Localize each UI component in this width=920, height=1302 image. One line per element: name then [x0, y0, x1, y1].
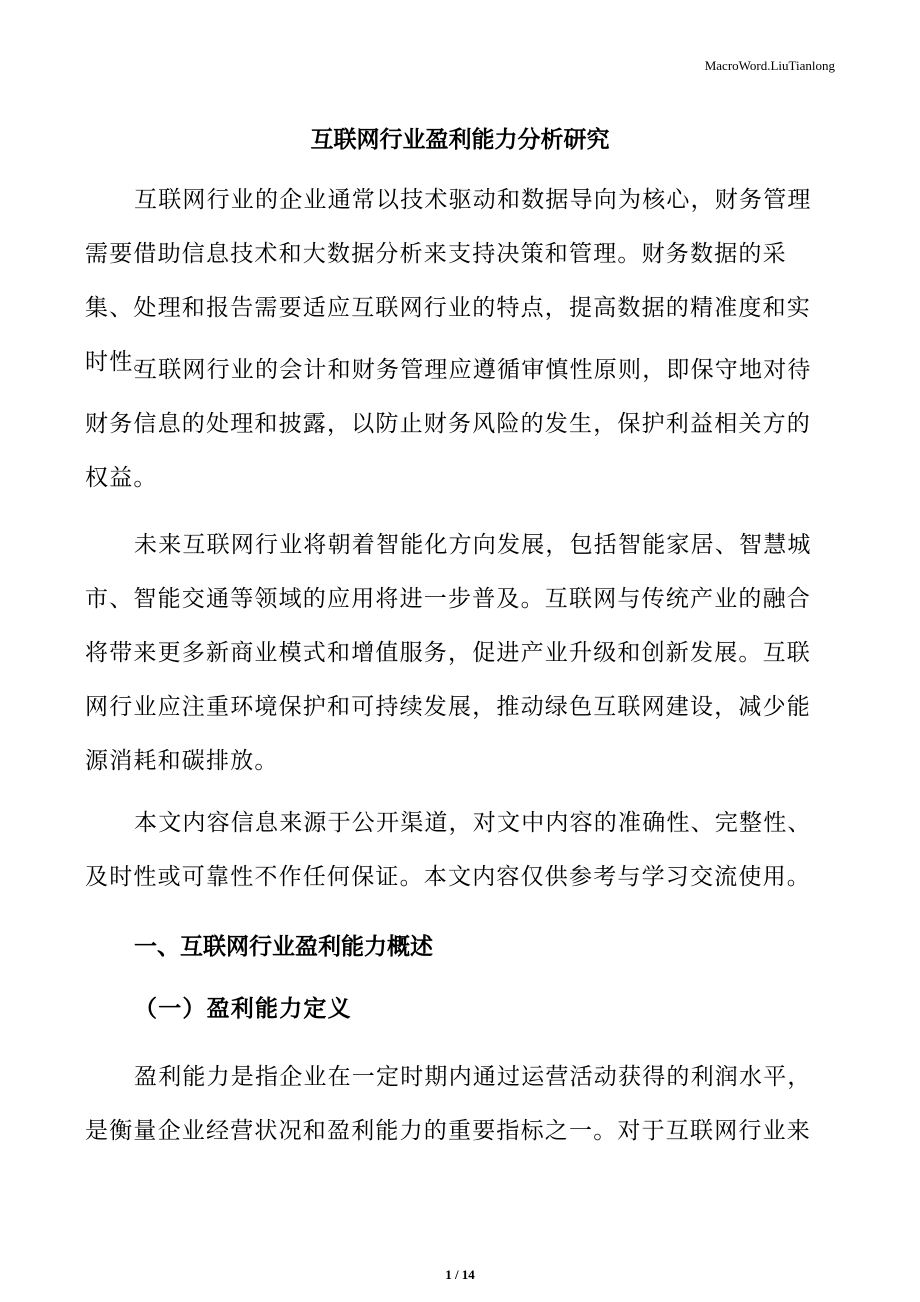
paragraph-1: 互联网行业的企业通常以技术驱动和数据导向为核心，财务管理需要借助信息技术和大数据分析来支持决策和管理。财务数据的采集、处理和报告需要适应互联网行业的特点，提高数据的精准度和实时性。: [85, 187, 812, 375]
paragraph-5: 盈利能力是指企业在一定时期内通过运营活动获得的利润水平，是衡量企业经营状况和盈利能力的重要指标之一。对于互联网行业来: [85, 1064, 812, 1144]
document-title: 互联网行业盈利能力分析研究: [310, 127, 610, 153]
paragraph-2: 互联网行业的会计和财务管理应遵循审慎性原则，即保守地对待财务信息的处理和披露，以防止财务风险的发生，保护利益相关方的权益。: [85, 357, 812, 491]
paragraph-3: 未来互联网行业将朝着智能化方向发展，包括智能家居、智慧城市、智能交通等领域的应用将进一步普及。互联网与传统产业的融合将带来更多新商业模式和增值服务，促进产业升级和创新发展。互联网行业应注重环境保护和可持续发展，推动绿色互联网建设，减少能源消耗和碳排放。: [85, 532, 812, 774]
page-header: MacroWord.LiuTianlong: [704, 58, 835, 73]
section-heading: 一、互联网行业盈利能力概述: [134, 934, 433, 960]
subsection-heading: （一）盈利能力定义: [134, 995, 352, 1022]
paragraph-4: 本文内容信息来源于公开渠道，对文中内容的准确性、完整性、及时性或可靠性不作任何保证。本文内容仅供参考与学习交流使用。: [85, 810, 812, 890]
page-number: 1 / 14: [445, 1267, 475, 1282]
